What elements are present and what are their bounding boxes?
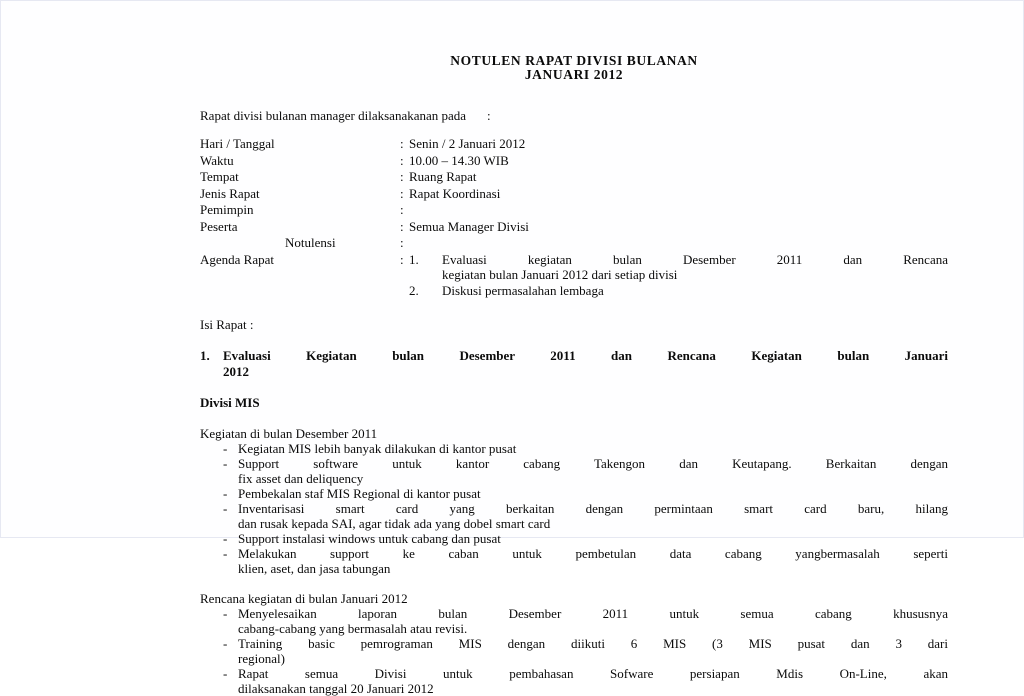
list-item-line1: Pembekalan staf MIS Regional di kantor pusat: [238, 486, 481, 501]
meta-row-notulensi: [200, 235, 948, 252]
section-heading-desember: Kegiatan di bulan Desember 2011: [200, 426, 378, 441]
meta-row: [200, 186, 948, 203]
list-item-line1: Rapat semua Divisi untuk pembahasan Sofware persiapan Mdis On-Line, akan: [238, 666, 948, 681]
dash-marker: -: [223, 531, 228, 546]
list-item: [200, 441, 948, 456]
list-item-line2: cabang-cabang yang bermasalah atau revisi.: [238, 621, 468, 636]
intro-line: [200, 108, 948, 124]
agenda-item-text: [442, 252, 948, 283]
meta-value: Semua Manager Divisi: [409, 218, 529, 234]
agenda-label: Agenda Rapat: [200, 251, 275, 267]
meta-label: Hari / Tanggal: [200, 136, 275, 151]
meeting-meta-table: [200, 136, 948, 298]
intro-text: Rapat divisi bulanan manager dilaksanakanan pada: [200, 108, 467, 123]
list-item-text: [238, 441, 948, 456]
division-heading: Divisi MIS: [200, 395, 260, 410]
list-item-text: [238, 456, 948, 486]
list-item: [200, 531, 948, 546]
list-item-line1: Kegiatan MIS lebih banyak dilakukan di kantor pusat: [238, 441, 517, 456]
agenda-separator: :: [400, 251, 404, 267]
list-item-text: [238, 546, 948, 576]
dash-marker: -: [223, 441, 228, 456]
list-item: [200, 546, 948, 576]
list-item-line2: klien, aset, dan jasa tabungan: [238, 561, 391, 576]
agenda-item-number: 2.: [409, 282, 419, 298]
dash-marker: -: [223, 606, 228, 621]
list-item-text: [238, 531, 948, 546]
dash-marker: -: [223, 501, 228, 516]
meta-separator: :: [400, 202, 404, 217]
list-item: [200, 501, 948, 531]
document-body: [200, 1, 948, 696]
list-item-line1: Training basic pemrograman MIS dengan diikuti 6 MIS (3 MIS pusat dan 3 dari: [238, 636, 948, 651]
meta-row: [200, 153, 948, 170]
list-item: [200, 666, 948, 696]
list-item: [200, 636, 948, 666]
agenda-item-list: [409, 252, 948, 299]
meta-row: [200, 136, 948, 153]
dash-marker: -: [223, 456, 228, 471]
main-item-line1: Evaluasi Kegiatan bulan Desember 2011 dan Rencana Kegiatan bulan Januari: [223, 348, 948, 363]
meta-label: Jenis Rapat: [200, 185, 260, 201]
list-item-line2: regional): [238, 651, 285, 666]
list-item-line1: Inventarisasi smart card yang berkaitan dengan permintaan smart card baru, hilang: [238, 501, 948, 516]
list-item-line1: Support software untuk kantor cabang Takengon dan Keutapang. Berkaitan dengan: [238, 456, 948, 471]
meta-label: Tempat: [200, 169, 239, 184]
dash-marker: -: [223, 666, 228, 681]
dash-marker: -: [223, 546, 228, 561]
dash-marker: -: [223, 486, 228, 501]
meta-row: [200, 219, 948, 236]
list-item-line1: Support instalasi windows untuk cabang dan pusat: [238, 531, 501, 546]
meta-separator: :: [400, 218, 404, 234]
agenda-item-line1: Diskusi permasalahan lembaga: [442, 282, 604, 298]
main-numbered-item: [200, 348, 948, 380]
meta-separator: :: [400, 169, 404, 184]
meta-label: Peserta: [200, 218, 238, 234]
document-title-line1: NOTULEN RAPAT DIVISI BULANAN: [450, 53, 698, 68]
list-item-line2: fix asset dan deliquency: [238, 471, 364, 486]
meta-separator: :: [400, 235, 404, 250]
meta-value: Rapat Koordinasi: [409, 185, 501, 201]
meta-label: Waktu: [200, 152, 234, 168]
dash-marker: -: [223, 636, 228, 651]
bullet-list-januari: [200, 606, 948, 696]
meta-separator: :: [400, 152, 404, 168]
agenda-row: [200, 252, 948, 299]
meta-row: [200, 169, 948, 186]
list-item: [200, 486, 948, 501]
document-title-line2: JANUARI 2012: [524, 67, 624, 82]
main-item-number: 1.: [200, 348, 210, 363]
meta-separator: :: [400, 185, 404, 201]
agenda-item-line1: Evaluasi kegiatan bulan Desember 2011 dan Rencana: [442, 251, 948, 267]
intro-colon: :: [487, 108, 491, 123]
meta-label: Pemimpin: [200, 202, 254, 217]
isi-rapat-label: Isi Rapat :: [200, 317, 254, 332]
agenda-item-text: [442, 283, 604, 298]
list-item-text: [238, 501, 948, 531]
list-item-text: [238, 606, 948, 636]
meta-value: Ruang Rapat: [409, 169, 477, 184]
main-item-line2: 2012: [223, 364, 249, 379]
meta-value: 10.00 – 14.30 WIB: [409, 152, 509, 168]
list-item: [200, 606, 948, 636]
list-item-line1: Menyelesaikan laporan bulan Desember 2011 untuk semua cabang khususnya: [238, 606, 948, 621]
list-item-line2: dan rusak kepada SAI, agar tidak ada yang dobel smart card: [238, 516, 551, 531]
bullet-list-desember: [200, 441, 948, 576]
list-item-text: [238, 486, 948, 501]
agenda-item-number: 1.: [409, 251, 419, 267]
meta-label: Notulensi: [285, 235, 336, 250]
agenda-item: [409, 283, 948, 299]
agenda-item: [409, 252, 948, 283]
meta-value: Senin / 2 Januari 2012: [409, 136, 526, 151]
list-item: [200, 456, 948, 486]
list-item-line1: Melakukan support ke caban untuk pembetulan data cabang yangbermasalah seperti: [238, 546, 948, 561]
list-item-text: [238, 636, 948, 666]
section-heading-januari: Rencana kegiatan di bulan Januari 2012: [200, 591, 408, 606]
document-title: [200, 54, 948, 82]
list-item-line2: dilaksanakan tanggal 20 Januari 2012: [238, 681, 434, 696]
meta-separator: :: [400, 136, 404, 151]
meta-row: [200, 202, 948, 219]
agenda-item-line2: kegiatan bulan Januari 2012 dari setiap divisi: [442, 267, 678, 282]
list-item-text: [238, 666, 948, 696]
